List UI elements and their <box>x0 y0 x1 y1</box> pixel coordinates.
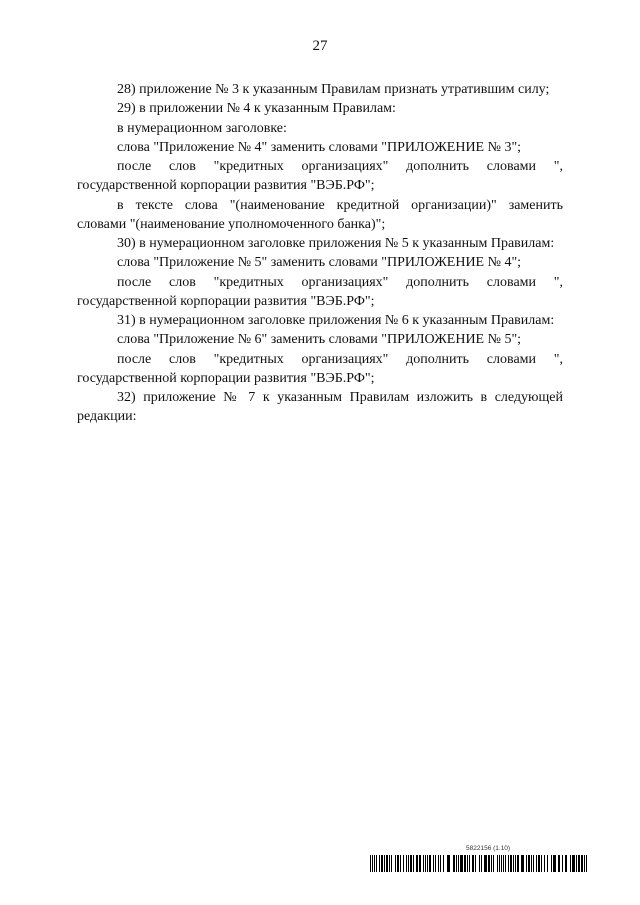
paragraph: 32) приложение № 7 к указанным Правилам изложить в следующей редакции: <box>77 390 567 425</box>
paragraph: слова "Приложение № 6" заменить словами "ПРИЛОЖЕНИЕ № 5"; <box>117 332 522 348</box>
paragraph: в нумерационном заголовке: <box>117 120 287 136</box>
document-body <box>77 80 567 427</box>
paragraph: 30) в нумерационном заголовке приложения № 5 к указанным Правилам: <box>117 236 555 251</box>
paragraph: после слов "кредитных организациях" дополнить словами ", государственной корпорации развития "ВЭБ.РФ"; <box>77 159 567 194</box>
paragraph: после слов "кредитных организациях" дополнить словами ", государственной корпорации развития "ВЭБ.РФ"; <box>77 274 567 309</box>
paragraph: в тексте слова "(наименование кредитной организации)" заменить словами "(наименование уполномоченного банка)"; <box>77 197 567 232</box>
paragraph: слова "Приложение № 4" заменить словами "ПРИЛОЖЕНИЕ № 3"; <box>117 139 522 155</box>
paragraph: слова "Приложение № 5" заменить словами "ПРИЛОЖЕНИЕ № 4"; <box>117 255 522 271</box>
paragraph: 31) в нумерационном заголовке приложения № 6 к указанным Правилам: <box>117 313 555 328</box>
page-number: 27 <box>312 38 328 54</box>
barcode-image <box>370 855 588 872</box>
barcode-label: 5822156 (1.10) <box>466 845 511 852</box>
paragraph: 28) приложение № 3 к указанным Правилам признать утратившим силу; <box>117 82 550 97</box>
paragraph: 29) в приложении № 4 к указанным Правилам: <box>117 101 396 117</box>
paragraph: после слов "кредитных организациях" дополнить словами ", государственной корпорации развития "ВЭБ.РФ"; <box>77 351 567 386</box>
